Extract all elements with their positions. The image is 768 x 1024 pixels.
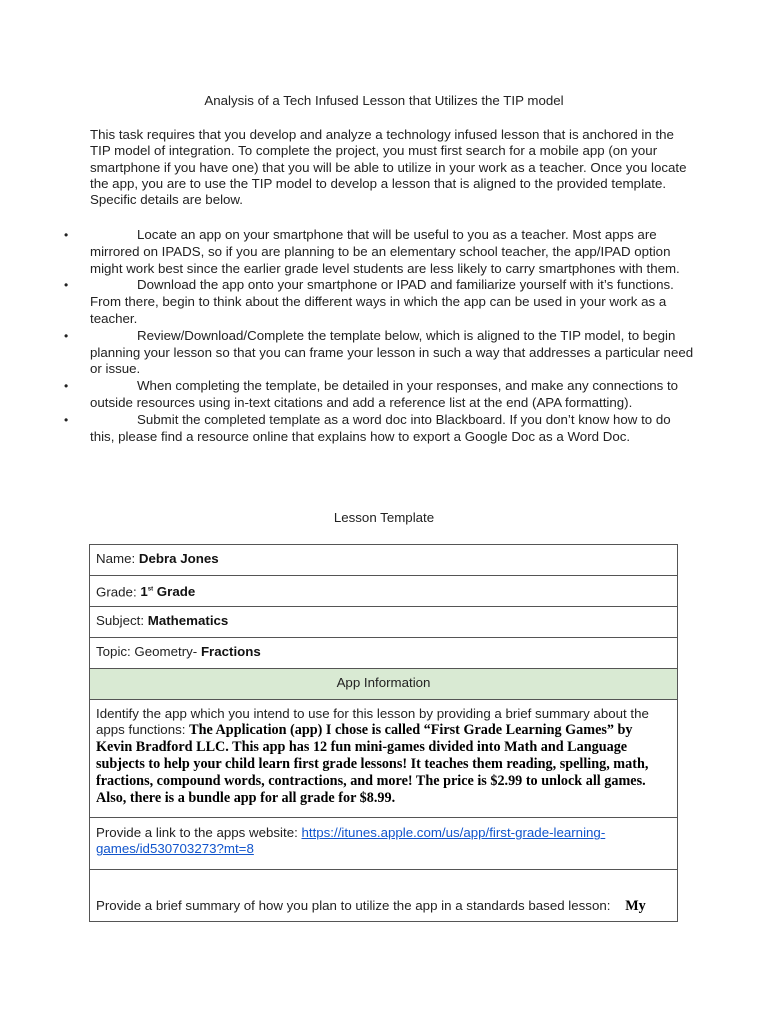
bullet-icon: • <box>64 278 69 293</box>
bullet-icon: • <box>64 228 69 242</box>
name-label: Name: <box>96 551 139 566</box>
list-item-text: Locate an app on your smartphone that will be useful to you as a teacher. Most apps are mirrored on IPADS, so if you are planning to be an elementary school teacher, the app/IPAD option might work best since the earlier grade level students are less likely to carry smartphones with them. <box>90 227 680 276</box>
table-row <box>90 669 678 700</box>
bullet-icon: • <box>64 412 69 427</box>
lesson-template-table <box>89 544 678 922</box>
summary-cell[interactable] <box>90 870 678 922</box>
summary-answer: My <box>625 898 646 915</box>
grade-value: 1st Grade <box>140 584 196 600</box>
document-title: Analysis of a Tech Infused Lesson that Utilizes the TIP model <box>204 93 564 108</box>
list-item-text: Download the app onto your smartphone or IPAD and familiarize yourself with it’s functions. From there, begin to think about the different ways in which the app can be used in your work as a teacher. <box>90 277 674 326</box>
app-link-cell[interactable] <box>90 818 678 870</box>
instructions-list <box>64 227 694 445</box>
list-item <box>64 227 694 277</box>
intro-paragraph: This task requires that you develop and analyze a technology infused lesson that is anchored in the TIP model of integration. To complete the project, you must first search for a mobile app (on your smartphone if you have one) that you will be able to utilize in your work as a teacher. Once you locate the app, you are to use the TIP model to develop a lesson that is aligned to the provided template. Specific details are below. <box>90 127 687 208</box>
grade-cell[interactable] <box>90 576 678 607</box>
name-cell[interactable] <box>90 545 678 576</box>
subject-cell[interactable] <box>90 607 678 638</box>
list-item <box>64 328 694 378</box>
topic-value: Fractions <box>200 644 261 660</box>
app-information-header: App Information <box>90 669 678 700</box>
summary-prompt: Provide a brief summary of how you plan to utilize the app in a standards based lesson: <box>96 898 611 914</box>
list-item-text: Submit the completed template as a word doc into Blackboard. If you don’t know how to do this, please find a resource online that explains how to export a Google Doc as a Word Doc. <box>90 411 671 444</box>
list-item <box>64 277 694 327</box>
bullet-icon: • <box>64 379 69 394</box>
link-prompt: Provide a link to the apps website: <box>96 825 302 841</box>
grade-label: Grade: <box>96 584 141 600</box>
bullet-icon: • <box>64 328 69 343</box>
list-item <box>64 378 694 412</box>
table-row <box>90 576 678 607</box>
identify-app-cell[interactable] <box>90 700 678 818</box>
table-row <box>90 700 678 818</box>
table-row <box>90 607 678 638</box>
topic-cell[interactable] <box>90 638 678 669</box>
name-value: Debra Jones <box>138 551 219 566</box>
list-item <box>64 412 694 446</box>
subject-value: Mathematics <box>147 613 229 629</box>
template-title: Lesson Template <box>333 510 435 525</box>
app-website-link[interactable]: https://itunes.apple.com/us/app/first-grade-learning-games/id530703273?mt=8 <box>96 825 606 857</box>
table-row <box>90 870 678 922</box>
identify-prompt: Identify the app which you intend to use for this lesson by providing a brief summary about the apps functions: <box>96 706 649 738</box>
list-item-text: Review/Download/Complete the template below, which is aligned to the TIP model, to begin planning your lesson so that you can frame your lesson in such a way that addresses a particular need or issue. <box>90 327 694 377</box>
table-row <box>90 545 678 576</box>
table-row <box>90 818 678 870</box>
table-row <box>90 638 678 669</box>
identify-answer: The Application (app) I chose is called “First Grade Learning Games” by Kevin Bradford LLC. This app has 12 fun mini-games divided into Math and Language subjects to help your child learn first grade lessons! It teaches them reading, spelling, math, fractions, compound words, contractions, and more! The price is $2.99 to unlock all games. Also, there is a bundle app for all grade for $8.99. <box>96 722 649 807</box>
topic-label: Topic: Geometry- <box>96 644 201 660</box>
subject-label: Subject: <box>96 613 148 629</box>
list-item-text: When completing the template, be detailed in your responses, and make any connections to outside resources using in-text citations and add a reference list at the end (APA formatting). <box>90 378 679 410</box>
